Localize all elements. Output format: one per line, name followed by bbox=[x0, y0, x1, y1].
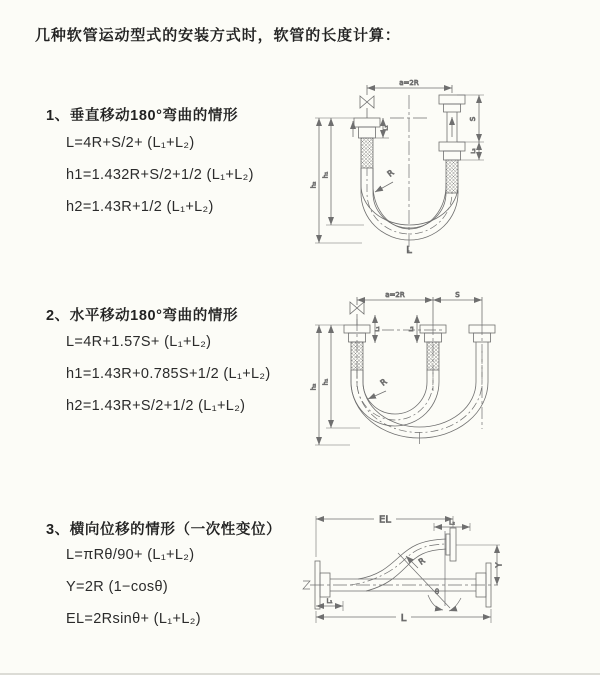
s-curve-hose bbox=[350, 539, 446, 591]
section-1-heading: 1、垂直移动180°弯曲的情形 bbox=[46, 108, 239, 124]
l2-label: L₂ bbox=[409, 326, 415, 332]
braided-hose-section bbox=[361, 138, 373, 168]
braided-hose-section bbox=[351, 342, 363, 370]
span-dimension bbox=[357, 291, 482, 323]
radius-callout bbox=[375, 168, 396, 192]
stroke-s-label: S bbox=[469, 116, 477, 122]
theta-angle bbox=[398, 531, 461, 611]
length-label: L bbox=[400, 613, 407, 624]
radius-callout bbox=[368, 377, 389, 399]
height-dimensions bbox=[310, 118, 365, 243]
valve-icon bbox=[360, 96, 374, 118]
centerline bbox=[303, 581, 498, 589]
right-fitting-positions bbox=[439, 95, 465, 193]
section-2-heading: 2、水平移动180°弯曲的情形 bbox=[46, 308, 239, 324]
l1-label: L₁ bbox=[326, 598, 333, 605]
braided-hose-section bbox=[446, 160, 458, 193]
section-2-formula-L: L=4R+1.57S+ (L₁+L₂) bbox=[66, 334, 212, 350]
h2-label: h₂ bbox=[309, 383, 318, 391]
l2-dimension bbox=[434, 520, 470, 532]
span-label: a=2R bbox=[399, 79, 419, 87]
left-fitting bbox=[344, 325, 370, 370]
page-title: 几种软管运动型式的安装方式时，软管的长度计算： bbox=[35, 27, 401, 44]
left-fitting bbox=[353, 118, 380, 168]
diagram-horizontal-move-180-bend bbox=[310, 287, 600, 472]
radius-label: R bbox=[385, 168, 396, 179]
u-bend-hose-arcs bbox=[361, 168, 458, 240]
fitting-length-dimensions bbox=[375, 315, 417, 343]
l1-label: L₁ bbox=[375, 326, 381, 332]
l2-label: L₂ bbox=[471, 148, 477, 154]
section-1-formula-h2: h2=1.43R+1/2 (L₁+L₂) bbox=[66, 199, 214, 215]
section-3-formula-L: L=πRθ/90+ (L₁+L₂) bbox=[66, 547, 195, 563]
h1-label: h₁ bbox=[321, 378, 330, 386]
section-2-formula-h2: h2=1.43R+S/2+1/2 (L₁+L₂) bbox=[66, 398, 246, 414]
theta-label: θ bbox=[434, 588, 440, 596]
l1-dimension bbox=[376, 118, 390, 138]
section-1-formula-h1: h1=1.432R+S/2+1/2 (L₁+L₂) bbox=[66, 167, 254, 183]
diagram-lateral-displacement bbox=[300, 505, 600, 660]
length-label: L bbox=[406, 245, 412, 256]
el-label: EL bbox=[379, 514, 391, 526]
section-3-formula-EL: EL=2Rsinθ+ (L₁+L₂) bbox=[66, 611, 201, 627]
span-dimension bbox=[367, 79, 452, 95]
h2-label: h₂ bbox=[309, 181, 318, 189]
radius-label: R bbox=[378, 377, 389, 388]
section-3-formula-Y: Y=2R (1−cosθ) bbox=[66, 579, 169, 595]
braided-hose-section bbox=[427, 342, 439, 370]
upper-flange-displaced bbox=[446, 528, 456, 561]
radius-label: R bbox=[416, 556, 427, 567]
centerlines bbox=[357, 319, 482, 429]
section-2-formula-h1: h1=1.43R+0.785S+1/2 (L₁+L₂) bbox=[66, 366, 271, 382]
stroke-dimensions bbox=[457, 95, 484, 160]
valve-icon bbox=[350, 302, 364, 325]
stroke-s-label: S bbox=[455, 291, 460, 299]
y-label: Y bbox=[494, 562, 504, 568]
section-1-formula-L: L=4R+S/2+ (L₁+L₂) bbox=[66, 135, 195, 151]
h1-label: h₁ bbox=[321, 171, 330, 179]
l-dimension bbox=[316, 609, 491, 624]
l2-label: L₂ bbox=[449, 519, 455, 527]
pipe-break-symbol bbox=[303, 581, 310, 589]
span-label: a=2R bbox=[385, 291, 405, 299]
l1-label: L₁ bbox=[383, 125, 390, 131]
diagram-vertical-move-180-bend bbox=[310, 75, 600, 260]
section-3-heading: 3、横向位移的情形（一次性变位） bbox=[46, 522, 282, 538]
